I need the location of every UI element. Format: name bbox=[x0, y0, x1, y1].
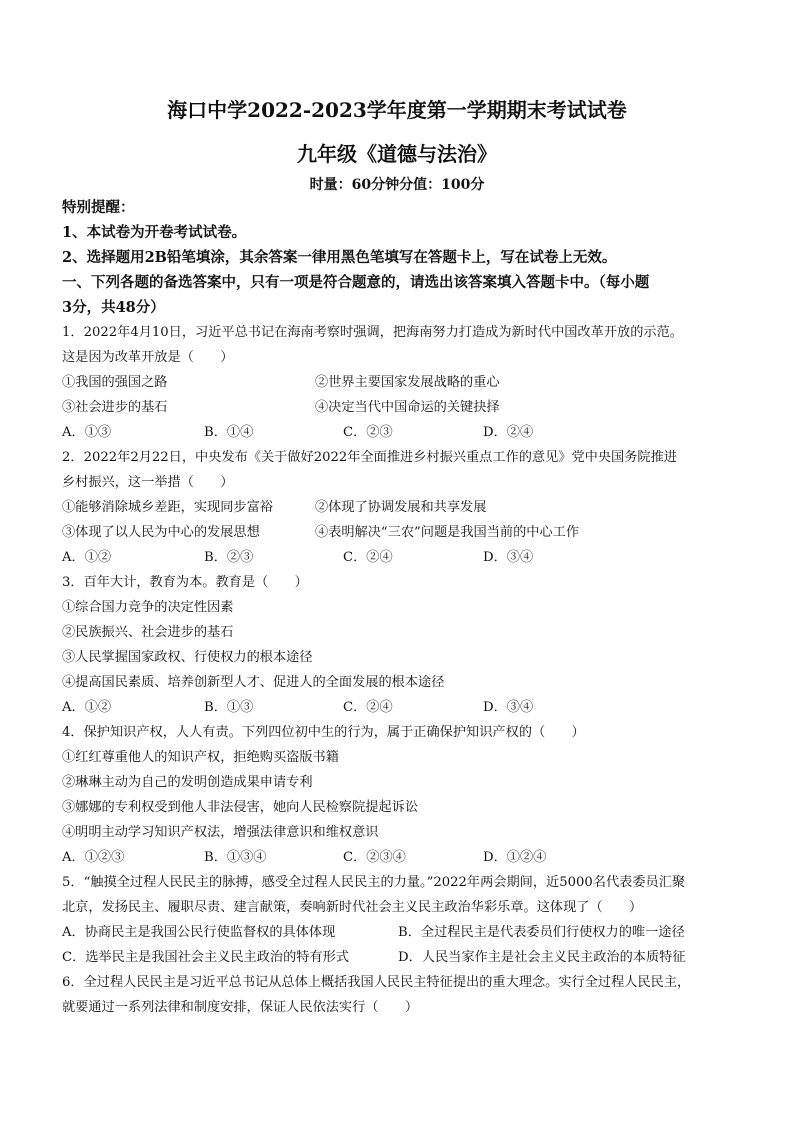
statement: ③娜娜的专利权受到他人非法侵害，她向人民检察院提起诉讼 bbox=[62, 800, 419, 815]
statement: ②民族振兴、社会进步的基石 bbox=[62, 625, 234, 640]
answer-option-a: A．①② bbox=[62, 550, 112, 565]
question-stem: 2．2022年2月22日，中央发布《关于做好2022年全面推进乡村振兴重点工作的意见》党中央国务院推进 bbox=[62, 450, 677, 465]
answer-option-d: D．③④ bbox=[483, 550, 534, 565]
statement: ③社会进步的基石 bbox=[62, 400, 168, 415]
answer-option-c: C．选举民主是我国社会主义民主政治的特有形式 bbox=[62, 950, 350, 965]
statement: ④决定当代中国命运的关键抉择 bbox=[315, 400, 500, 415]
question-stem: 1．2022年4月10日，习近平总书记在海南考察时强调，把海南努力打造成为新时代中国改革开放的示范。 bbox=[62, 325, 683, 340]
exam-title: 海口中学2022-2023学年度第一学期期末考试试卷 bbox=[167, 98, 627, 122]
exam-time-score: 时量：60分钟分值：100分 bbox=[309, 177, 485, 193]
answer-option-a: A．①③ bbox=[62, 425, 112, 440]
question-stem: 就要通过一系列法律和制度安排，保证人民依法实行（ ） bbox=[62, 1000, 419, 1015]
statement: ①红红尊重他人的知识产权，拒绝购买盗版书籍 bbox=[62, 750, 339, 765]
question-stem: 5．“触摸全过程人民民主的脉搏，感受全过程人民民主的力量。”2022年两会期间，近5000名代表委员汇聚 bbox=[62, 875, 686, 890]
answer-option-d: D．②④ bbox=[483, 425, 534, 440]
note-item: 1、本试卷为开卷考试试卷。 bbox=[62, 224, 247, 241]
question-stem: 北京，发扬民主、履职尽责、建言献策，奏响新时代社会主义民主政治华彩乐章。这体现了（ ） bbox=[62, 900, 643, 915]
statement: ④明明主动学习知识产权法，增强法律意识和维权意识 bbox=[62, 825, 379, 840]
exam-subject: 九年级《道德与法治》 bbox=[297, 142, 497, 166]
question-stem: 6．全过程人民民主是习近平总书记从总体上概括我国人民民主特征提出的重大理念。实行全过程人民民主， bbox=[62, 975, 691, 990]
answer-option-c: C．②③④ bbox=[343, 850, 406, 865]
statement: ③体现了以人民为中心的发展思想 bbox=[62, 525, 260, 540]
answer-option-b: B．①③ bbox=[204, 700, 254, 715]
note-item: 2、选择题用2B铅笔填涂，其余答案一律用黑色笔填写在答题卡上，写在试卷上无效。 bbox=[62, 249, 617, 266]
statement: ①能够消除城乡差距，实现同步富裕 bbox=[62, 500, 273, 515]
answer-option-b: B．全过程民主是代表委员们行使权力的唯一途径 bbox=[398, 925, 685, 940]
answer-option-a: A．①②③ bbox=[62, 850, 125, 865]
section-instruction-cont: 3分，共48分） bbox=[62, 299, 165, 316]
answer-option-d: D．③④ bbox=[483, 700, 534, 715]
statement: ①综合国力竞争的决定性因素 bbox=[62, 600, 234, 615]
statement: ④表明解决“三农”问题是我国当前的中心工作 bbox=[315, 525, 580, 540]
statement: ②体现了协调发展和共享发展 bbox=[315, 500, 487, 515]
question-stem: 这是因为改革开放是（ ） bbox=[62, 350, 234, 365]
statement: ③人民掌握国家政权、行使权力的根本途径 bbox=[62, 650, 313, 665]
question-stem: 3．百年大计，教育为本。教育是（ ） bbox=[62, 575, 308, 590]
answer-option-a: A．①② bbox=[62, 700, 112, 715]
answer-option-c: C．②④ bbox=[343, 700, 393, 715]
answer-option-d: D．①②④ bbox=[483, 850, 547, 865]
notes-heading: 特别提醒： bbox=[62, 199, 135, 216]
answer-option-a: A．协商民主是我国公民行使监督权的具体体现 bbox=[62, 925, 336, 940]
answer-option-c: C．②④ bbox=[343, 550, 393, 565]
answer-option-b: B．①③④ bbox=[204, 850, 267, 865]
answer-option-b: B．②③ bbox=[204, 550, 254, 565]
section-instruction: 一、下列各题的备选答案中，只有一项是符合题意的，请选出该答案填入答题卡中。（每小题 bbox=[62, 274, 650, 291]
statement: ②琳琳主动为自己的发明创造成果申请专利 bbox=[62, 775, 313, 790]
answer-option-b: B．①④ bbox=[204, 425, 254, 440]
answer-option-c: C．②③ bbox=[343, 425, 393, 440]
question-stem: 4．保护知识产权，人人有责。下列四位初中生的行为，属于正确保护知识产权的（ ） bbox=[62, 725, 585, 740]
statement: ①我国的强国之路 bbox=[62, 375, 168, 390]
statement: ②世界主要国家发展战略的重心 bbox=[315, 375, 500, 390]
question-stem: 乡村振兴，这一举措（ ） bbox=[62, 475, 234, 490]
statement: ④提高国民素质、培养创新型人才、促进人的全面发展的根本途径 bbox=[62, 675, 445, 690]
answer-option-d: D．人民当家作主是社会主义民主政治的本质特征 bbox=[398, 950, 686, 965]
